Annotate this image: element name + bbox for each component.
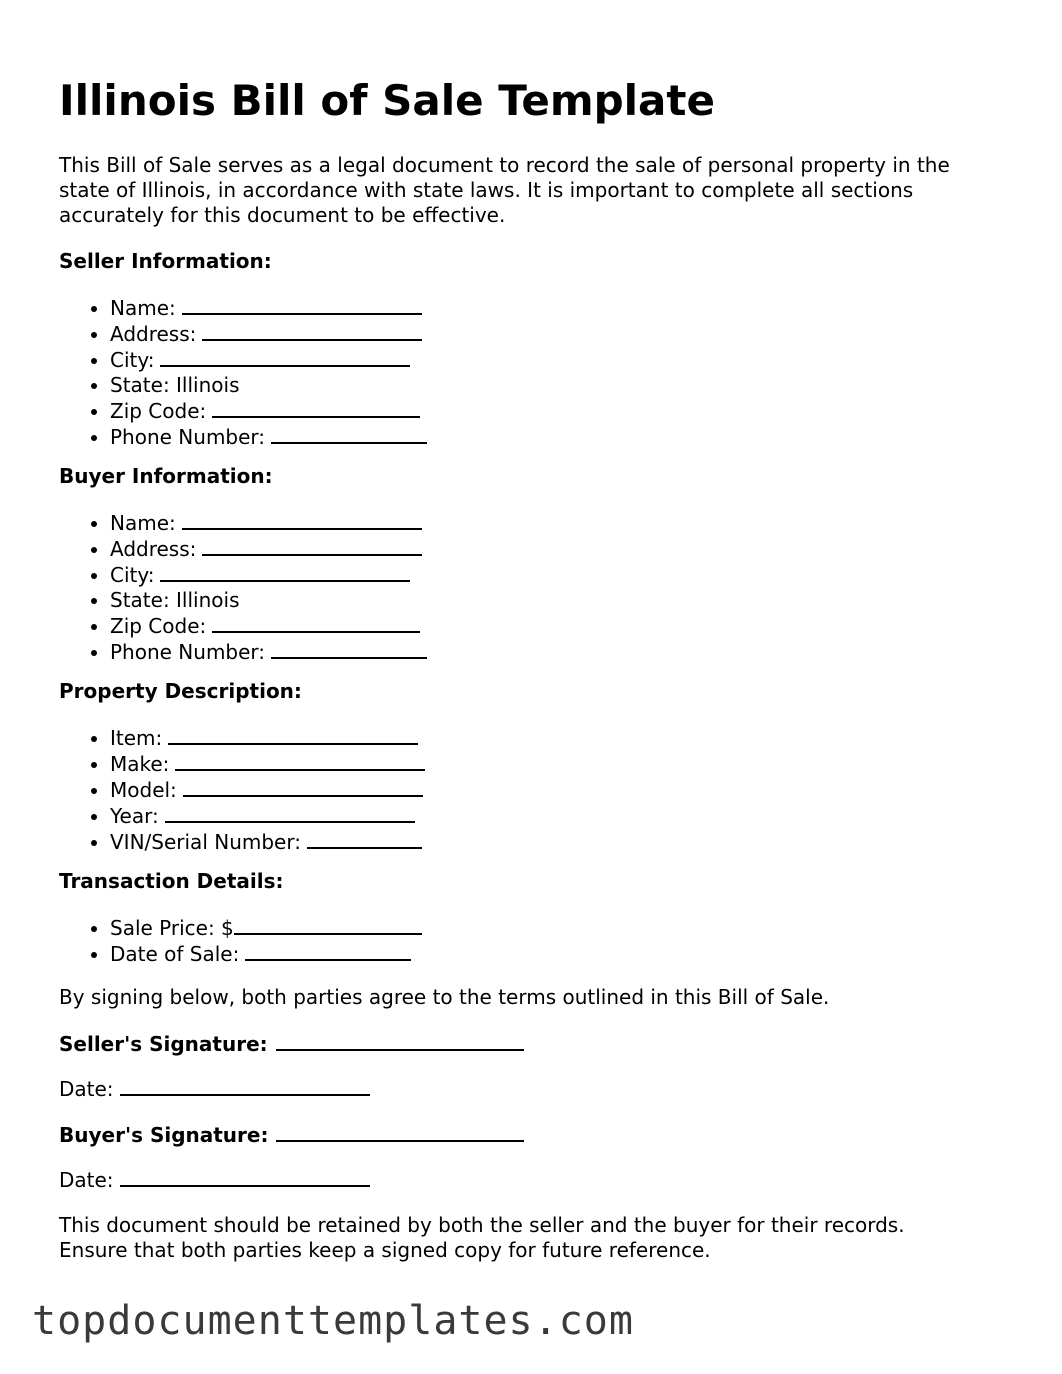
blank-line[interactable] <box>160 347 410 367</box>
field-label: Item: <box>110 726 163 750</box>
buyer-heading: Buyer Information: <box>59 464 273 488</box>
buyer-phone-field <box>110 639 427 665</box>
document-title: Illinois Bill of Sale Template <box>59 76 715 125</box>
blank-line[interactable] <box>120 1167 370 1187</box>
transaction-heading: Transaction Details: <box>59 869 284 893</box>
field-label: Date of Sale: <box>110 942 240 966</box>
sale-date-field <box>110 941 422 967</box>
blank-line[interactable] <box>202 536 422 556</box>
blank-line[interactable] <box>276 1031 524 1051</box>
intro-paragraph: This Bill of Sale serves as a legal document to record the sale of personal property in the state of Illinois, in accordance with state laws. It is important to complete all sections accurately for this document to be effective. <box>59 153 950 227</box>
buyer-fields <box>59 510 427 665</box>
field-label: Address: <box>110 322 197 346</box>
field-label: Name: <box>110 511 176 535</box>
field-label: City: <box>110 348 155 372</box>
buyer-date-field <box>59 1167 370 1193</box>
seller-state-field <box>110 373 427 398</box>
field-label: Make: <box>110 752 170 776</box>
buyer-zip-field <box>110 613 427 639</box>
blank-line[interactable] <box>307 829 422 849</box>
blank-line[interactable] <box>271 639 427 659</box>
blank-line[interactable] <box>183 777 423 797</box>
field-label: Sale Price: $ <box>110 916 234 940</box>
seller-zip-field <box>110 398 427 424</box>
agreement-statement: By signing below, both parties agree to the terms outlined in this Bill of Sale. <box>59 985 830 1009</box>
blank-line[interactable] <box>202 321 422 341</box>
blank-line[interactable] <box>165 803 415 823</box>
seller-fields <box>59 295 427 450</box>
seller-signature-field <box>59 1031 524 1057</box>
field-label: Model: <box>110 778 177 802</box>
buyer-signature-field <box>59 1122 524 1148</box>
property-fields <box>59 725 425 855</box>
field-label: Address: <box>110 537 197 561</box>
buyer-name-field <box>110 510 427 536</box>
blank-line[interactable] <box>175 751 425 771</box>
blank-line[interactable] <box>120 1076 370 1096</box>
field-label: Phone Number: <box>110 425 266 449</box>
property-year-field <box>110 803 425 829</box>
field-label: Zip Code: <box>110 614 207 638</box>
transaction-fields <box>59 915 422 967</box>
closing-line-2: Ensure that both parties keep a signed copy for future reference. <box>59 1238 711 1262</box>
blank-line[interactable] <box>276 1122 524 1142</box>
field-label: Phone Number: <box>110 640 266 664</box>
buyer-state-field <box>110 588 427 613</box>
field-label: Seller's Signature: <box>59 1032 268 1056</box>
blank-line[interactable] <box>160 562 410 582</box>
property-heading: Property Description: <box>59 679 302 703</box>
field-label: Date: <box>59 1168 114 1192</box>
seller-heading: Seller Information: <box>59 249 272 273</box>
blank-line[interactable] <box>212 398 420 418</box>
field-label: State: Illinois <box>110 373 240 397</box>
field-label: City: <box>110 563 155 587</box>
property-model-field <box>110 777 425 803</box>
site-watermark: topdocumenttemplates.com <box>32 1298 634 1344</box>
seller-city-field <box>110 347 427 373</box>
seller-date-field <box>59 1076 370 1102</box>
property-make-field <box>110 751 425 777</box>
blank-line[interactable] <box>182 510 422 530</box>
field-label: Buyer's Signature: <box>59 1123 269 1147</box>
blank-line[interactable] <box>234 915 422 935</box>
field-label: VIN/Serial Number: <box>110 830 301 854</box>
seller-address-field <box>110 321 427 347</box>
blank-line[interactable] <box>212 613 420 633</box>
field-label: Name: <box>110 296 176 320</box>
blank-line[interactable] <box>182 295 422 315</box>
blank-line[interactable] <box>168 725 418 745</box>
property-vin-field <box>110 829 425 855</box>
buyer-city-field <box>110 562 427 588</box>
field-label: Year: <box>110 804 159 828</box>
sale-price-field <box>110 915 422 941</box>
blank-line[interactable] <box>271 424 427 444</box>
field-label: Zip Code: <box>110 399 207 423</box>
field-label: Date: <box>59 1077 114 1101</box>
blank-line[interactable] <box>245 941 411 961</box>
seller-name-field <box>110 295 427 321</box>
field-label: State: Illinois <box>110 588 240 612</box>
property-item-field <box>110 725 425 751</box>
buyer-address-field <box>110 536 427 562</box>
seller-phone-field <box>110 424 427 450</box>
closing-line-1: This document should be retained by both the seller and the buyer for their records. <box>59 1213 905 1237</box>
